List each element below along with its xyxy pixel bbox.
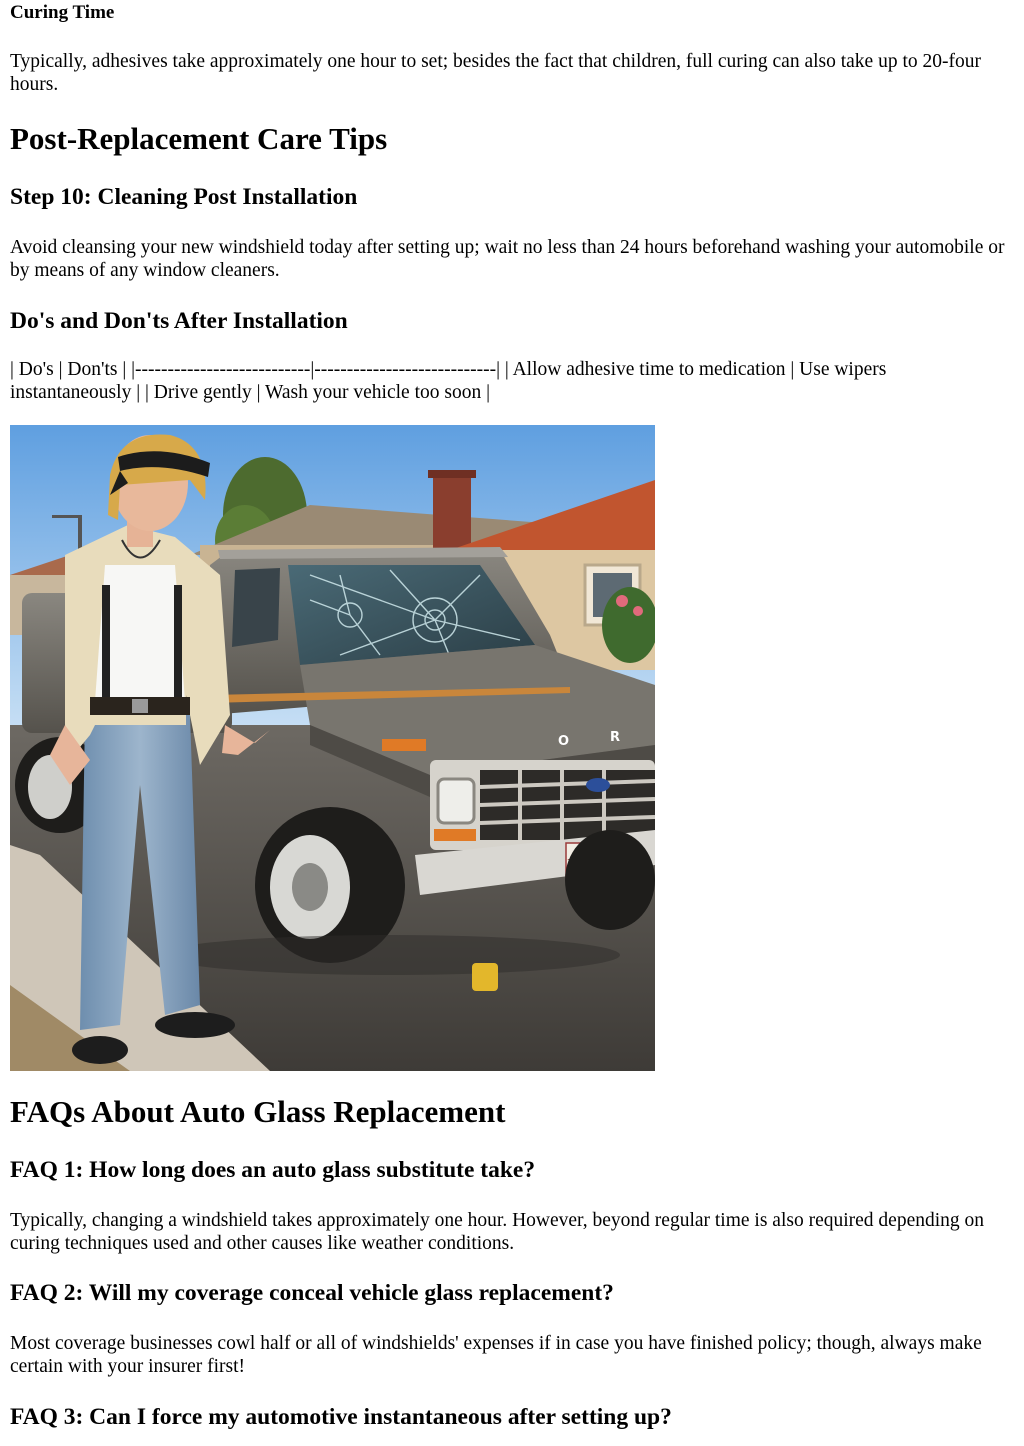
dos-donts-table-text: | Do's | Don'ts | |---------------------------|----------------------------| | Allow adhesive time to medication | Use wipers instantaneously | | Drive gently | Wash your vehicle too soon | bbox=[10, 359, 887, 403]
dos-donts-heading: Do's and Don'ts After Installation bbox=[10, 308, 348, 334]
curing-time-heading: Curing Time bbox=[10, 2, 115, 23]
step10-heading: Step 10: Cleaning Post Installation bbox=[10, 184, 358, 210]
post-replacement-heading: Post-Replacement Care Tips bbox=[10, 121, 388, 156]
faq1-heading: FAQ 1: How long does an auto glass substitute take? bbox=[10, 1157, 536, 1183]
step10-paragraph: Avoid cleansing your new windshield today after setting up; wait no less than 24 hours beforehand washing your automobile or by means of any window cleaners. bbox=[10, 237, 1005, 281]
svg-text:O: O bbox=[558, 734, 570, 749]
svg-text:R: R bbox=[610, 730, 621, 745]
faq1-paragraph: Typically, changing a windshield takes approximately one hour. However, beyond regular time is also required depending on curing techniques used and other causes like weather conditions. bbox=[10, 1210, 985, 1254]
faq3-heading: FAQ 3: Can I force my automotive instantaneous after setting up? bbox=[10, 1404, 672, 1430]
faqs-heading: FAQs About Auto Glass Replacement bbox=[10, 1094, 506, 1129]
curing-time-paragraph: Typically, adhesives take approximately one hour to set; besides the fact that children, full curing can also take up to 20-four hours. bbox=[10, 51, 981, 95]
faq2-paragraph: Most coverage businesses cowl half or all of windshields' expenses if in case you have finished policy; though, always make certain with your insurer first! bbox=[10, 1333, 982, 1377]
article-photo bbox=[10, 425, 655, 1071]
faq2-heading: FAQ 2: Will my coverage conceal vehicle glass replacement? bbox=[10, 1280, 614, 1306]
